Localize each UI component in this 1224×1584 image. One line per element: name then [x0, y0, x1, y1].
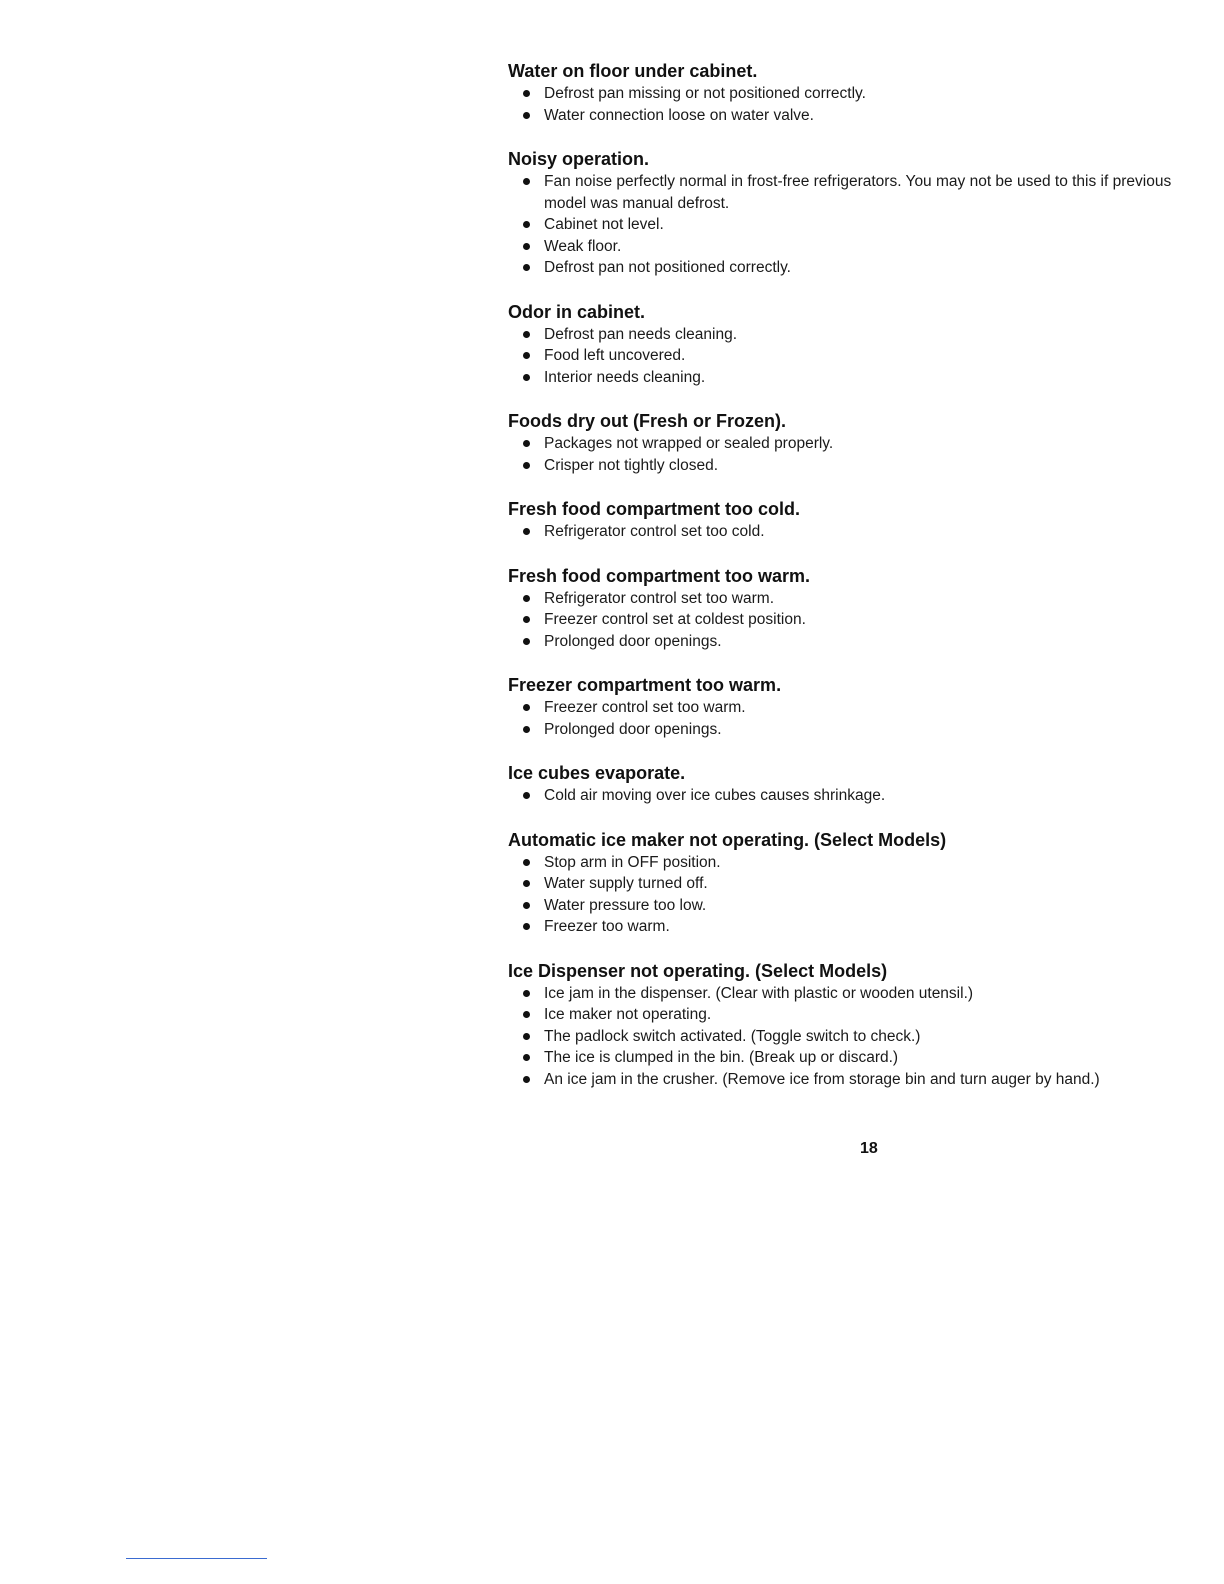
list-item: [522, 588, 1208, 610]
list-item: [522, 719, 1208, 741]
bullet-icon: [523, 112, 530, 119]
cause-text: Refrigerator control set too cold.: [544, 523, 765, 540]
cause-text: The padlock switch activated. (Toggle switch to check.): [544, 1027, 921, 1045]
section-odor-in-cabinet: [508, 301, 1208, 389]
section-heading: Freezer compartment too warm.: [508, 675, 782, 695]
section-freezer-too-warm: [508, 674, 1208, 740]
cause-text: Water connection loose on water valve.: [544, 106, 814, 124]
section-heading: Automatic ice maker not operating. (Select Models): [508, 829, 947, 850]
cause-text: Cold air moving over ice cubes causes shrinkage.: [544, 787, 886, 804]
bullet-icon: [523, 792, 530, 799]
cause-text: The ice is clumped in the bin. (Break up or discard.): [544, 1049, 899, 1066]
section-foods-dry-out: [508, 410, 1208, 476]
bullet-icon: [523, 264, 530, 271]
cause-text: Water pressure too low.: [544, 896, 707, 914]
bullet-icon: [523, 528, 530, 535]
cause-text: Defrost pan needs cleaning.: [544, 325, 738, 343]
bullet-icon: [523, 462, 530, 469]
bullet-icon: [523, 880, 530, 887]
bullet-icon: [523, 221, 530, 228]
bullet-icon: [523, 1011, 530, 1018]
list-item: [522, 852, 1208, 874]
cause-text: Prolonged door openings.: [544, 720, 722, 738]
bullet-icon: [523, 859, 530, 866]
bullet-icon: [523, 595, 530, 602]
list-item: [522, 873, 1208, 895]
cause-text: Packages not wrapped or sealed properly.: [544, 435, 834, 452]
cause-text: Freezer control set at coldest position.: [544, 611, 806, 628]
list-item: [522, 1047, 1208, 1069]
list-item: [522, 983, 1208, 1005]
bullet-icon: [523, 1076, 530, 1083]
cause-list: [508, 588, 1208, 653]
cause-list: [508, 852, 1208, 938]
section-heading: Ice cubes evaporate.: [508, 763, 686, 783]
bullet-icon: [523, 616, 530, 623]
cause-text: Refrigerator control set too warm.: [544, 589, 775, 607]
troubleshooting-list: [508, 60, 1208, 1112]
list-item: [522, 1026, 1208, 1048]
cause-text: Defrost pan missing or not positioned correctly.: [544, 85, 866, 102]
list-item: [522, 785, 1208, 807]
list-item: [522, 521, 1208, 543]
list-item: [522, 257, 1208, 279]
cause-text: Interior needs cleaning.: [544, 368, 706, 386]
list-item: [522, 105, 1208, 127]
cause-text: Ice jam in the dispenser. (Clear with plastic or wooden utensil.): [544, 984, 974, 1002]
bullet-icon: [523, 704, 530, 711]
list-item: [522, 214, 1208, 236]
section-water-on-floor: [508, 60, 1208, 126]
cause-text: Fan noise perfectly normal in frost-free refrigerators. You may not be used to this if previous model was manual defrost.: [544, 173, 1172, 212]
section-heading: Fresh food compartment too warm.: [508, 565, 811, 586]
section-heading: Water on floor under cabinet.: [508, 61, 758, 81]
bullet-icon: [523, 726, 530, 733]
bullet-icon: [523, 923, 530, 930]
bullet-icon: [523, 1054, 530, 1061]
list-item: [522, 455, 1208, 477]
cause-text: Prolonged door openings.: [544, 632, 722, 650]
list-item: [522, 367, 1208, 389]
list-item: [522, 697, 1208, 719]
section-heading: Noisy operation.: [508, 149, 650, 169]
bullet-icon: [523, 1033, 530, 1040]
cause-text: Food left uncovered.: [544, 347, 686, 364]
cause-text: An ice jam in the crusher. (Remove ice from storage bin and turn auger by hand.): [544, 1070, 1100, 1088]
cause-list: [508, 785, 1208, 807]
section-ice-maker-not-operating: [508, 829, 1208, 938]
bullet-icon: [523, 440, 530, 447]
bullet-icon: [523, 374, 530, 381]
bullet-icon: [523, 178, 530, 185]
bullet-icon: [523, 243, 530, 250]
section-fresh-food-too-warm: [508, 565, 1208, 653]
cause-list: [508, 983, 1208, 1091]
list-item: [522, 83, 1208, 105]
list-item: [522, 324, 1208, 346]
section-ice-cubes-evaporate: [508, 762, 1208, 807]
cause-text: Cabinet not level.: [544, 216, 664, 233]
list-item: [522, 345, 1208, 367]
list-item: [522, 236, 1208, 258]
list-item: [522, 1069, 1208, 1091]
section-heading: Ice Dispenser not operating. (Select Models): [508, 960, 888, 981]
cause-list: [508, 521, 1208, 543]
list-item: [522, 1004, 1208, 1026]
bullet-icon: [523, 902, 530, 909]
bottom-divider: [126, 1558, 267, 1559]
list-item: [522, 895, 1208, 917]
cause-text: Freezer too warm.: [544, 918, 670, 935]
page-number: 18: [860, 1140, 878, 1157]
bullet-icon: [523, 352, 530, 359]
cause-text: Ice maker not operating.: [544, 1006, 712, 1023]
cause-text: Weak floor.: [544, 237, 622, 255]
cause-text: Stop arm in OFF position.: [544, 853, 721, 871]
cause-list: [508, 324, 1208, 389]
section-heading: Fresh food compartment too cold.: [508, 499, 801, 519]
section-ice-dispenser-not-operating: [508, 960, 1208, 1091]
cause-list: [508, 697, 1208, 740]
list-item: [522, 171, 1208, 214]
cause-list: [508, 83, 1208, 126]
section-fresh-food-too-cold: [508, 498, 1208, 543]
bullet-icon: [523, 990, 530, 997]
cause-text: Freezer control set too warm.: [544, 699, 746, 716]
bullet-icon: [523, 638, 530, 645]
list-item: [522, 433, 1208, 455]
cause-text: Crisper not tightly closed.: [544, 456, 719, 474]
bullet-icon: [523, 331, 530, 338]
section-heading: Odor in cabinet.: [508, 301, 646, 322]
cause-list: [508, 433, 1208, 476]
section-heading: Foods dry out (Fresh or Frozen).: [508, 411, 786, 431]
list-item: [522, 631, 1208, 653]
cause-text: Water supply turned off.: [544, 875, 708, 892]
list-item: [522, 609, 1208, 631]
cause-list: [508, 171, 1208, 279]
bullet-icon: [523, 90, 530, 97]
cause-text: Defrost pan not positioned correctly.: [544, 259, 791, 276]
section-noisy-operation: [508, 148, 1208, 279]
list-item: [522, 916, 1208, 938]
